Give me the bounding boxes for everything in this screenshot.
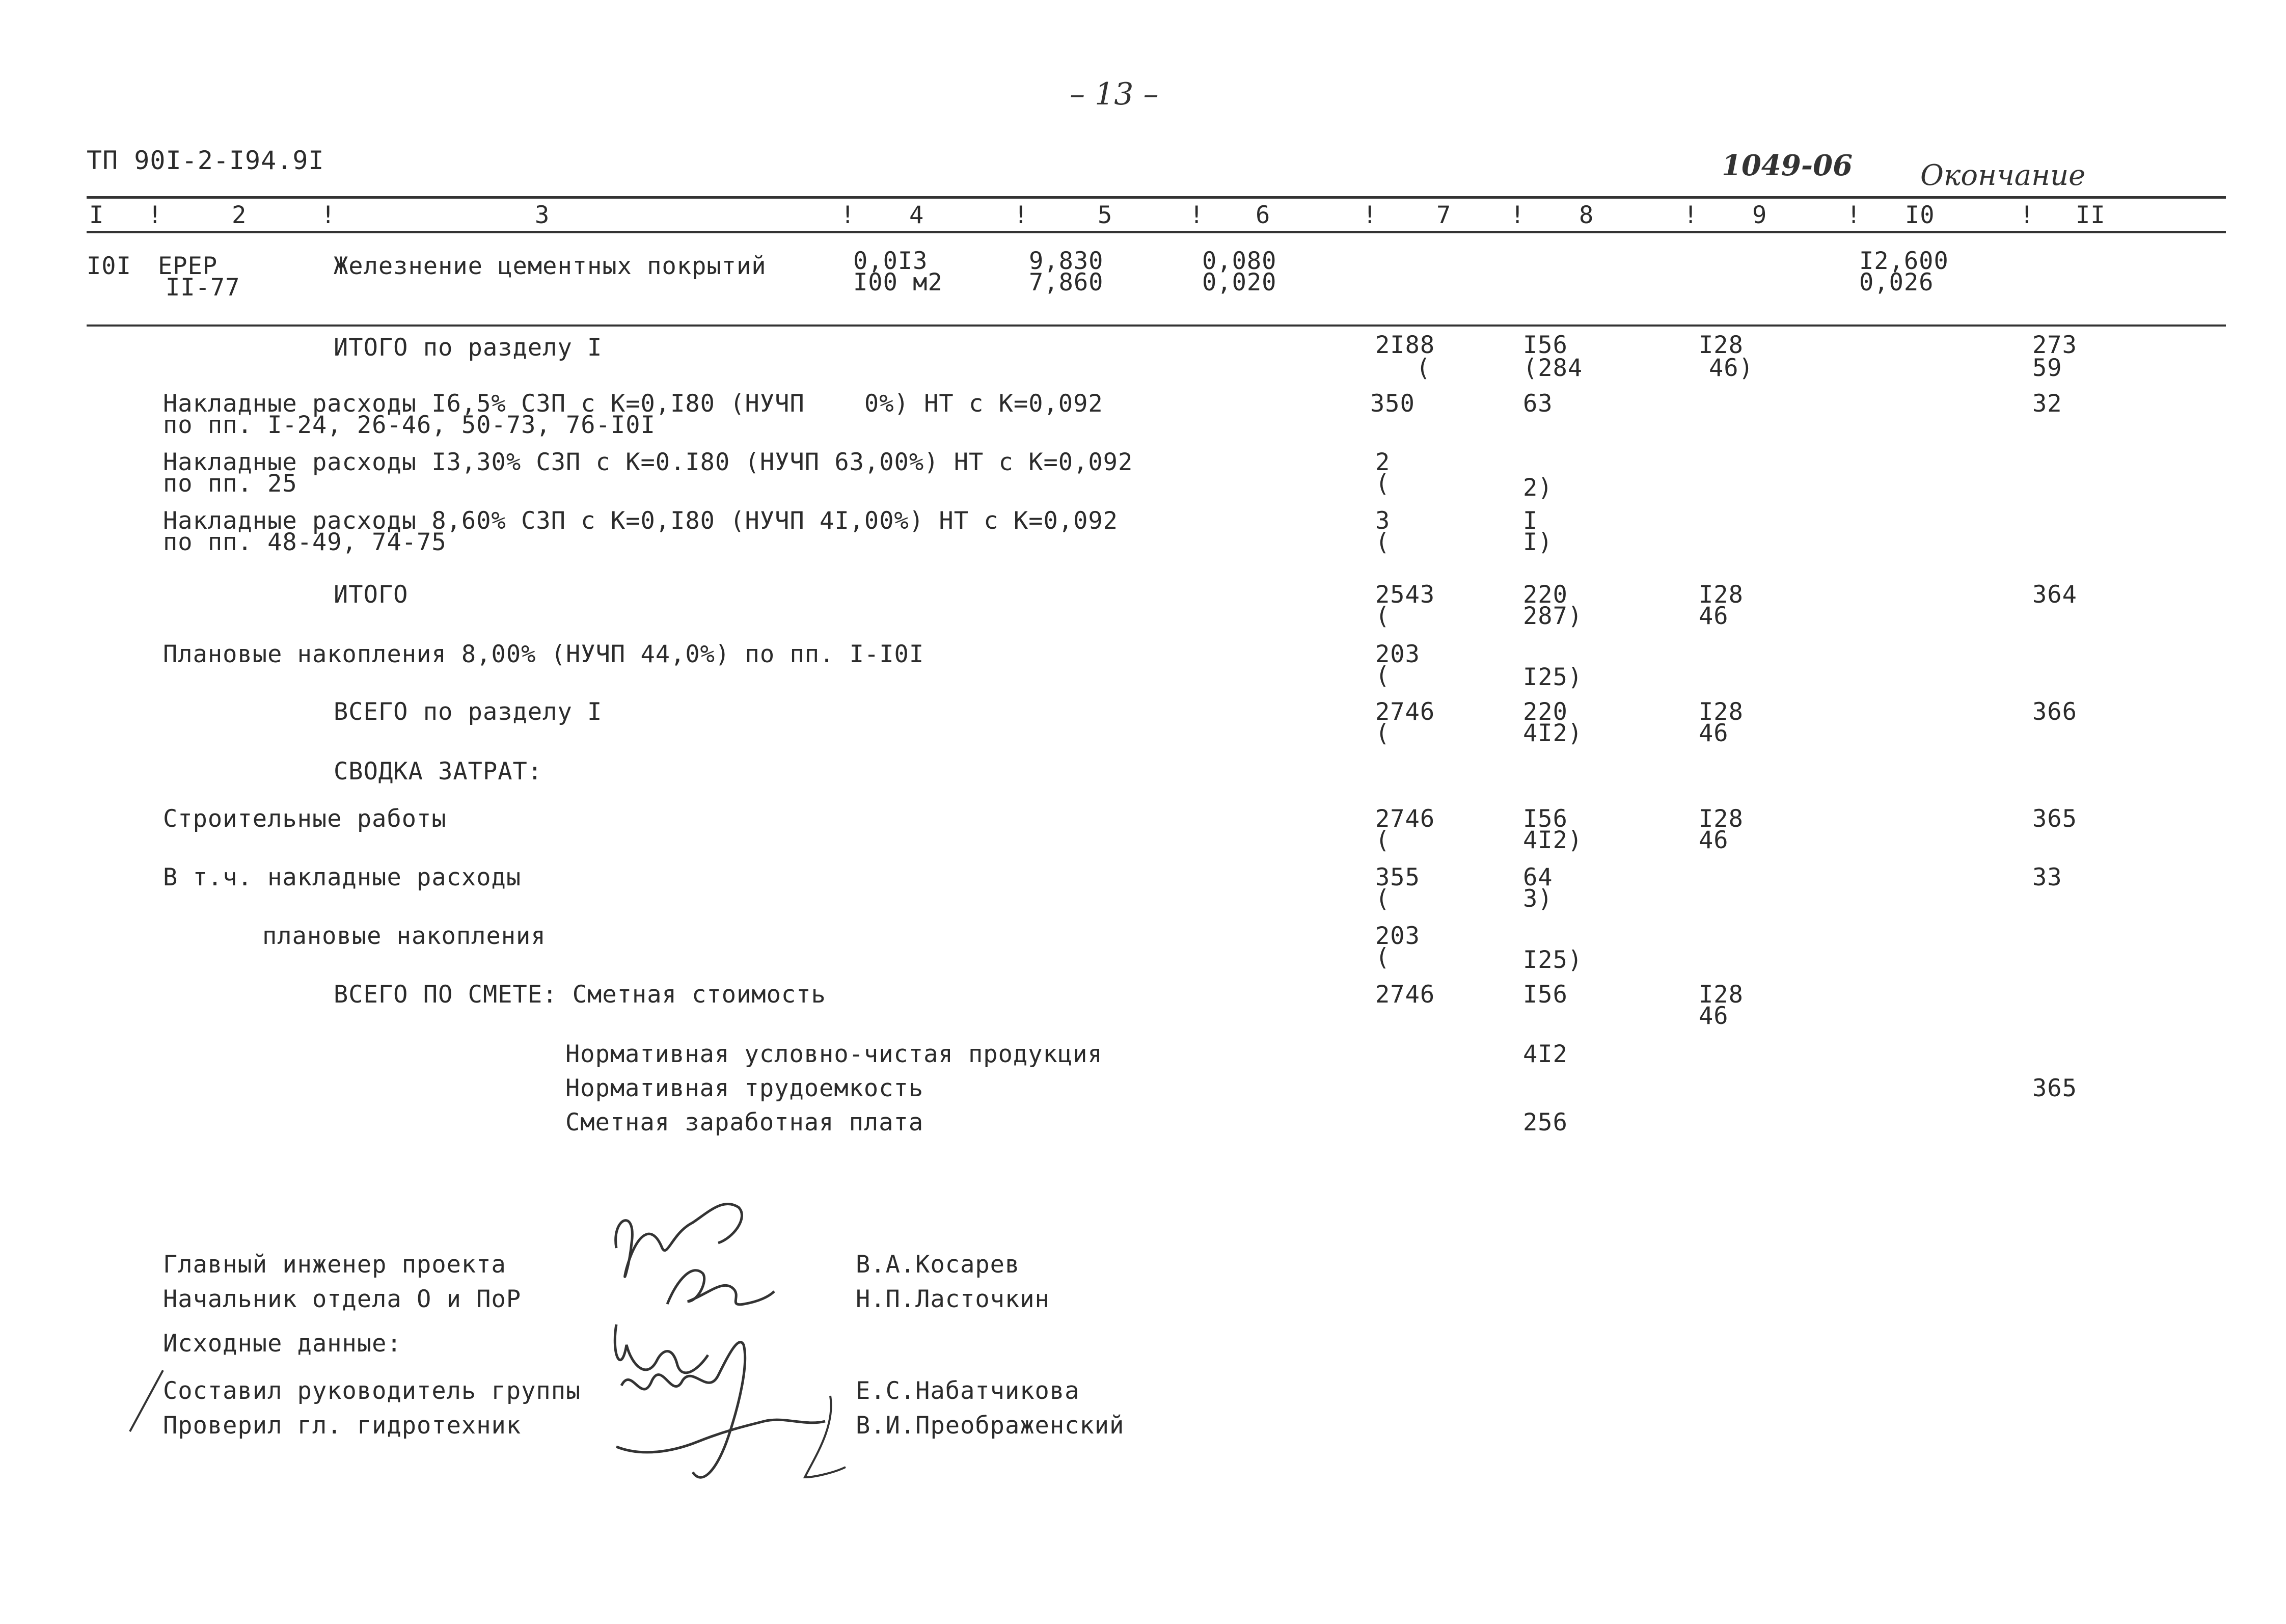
row-c11: 364 (2032, 581, 2077, 609)
handwritten-note: Окончание (1920, 159, 2086, 192)
col-header-5: 5 (1098, 201, 1113, 229)
row-label: плановые накопления (262, 922, 546, 950)
row-c7: 3 (1375, 507, 1391, 535)
signer-role: Проверил гл. гидротехник (163, 1412, 522, 1440)
row-c7: ( (1375, 470, 1391, 498)
row-c7: 203 (1375, 922, 1420, 950)
row-c7: 2 (1375, 448, 1391, 476)
col-sep-8: ! (1683, 201, 1699, 229)
row-c8: 287) (1523, 602, 1583, 630)
signer-role: Начальник отдела О и ПоР (163, 1285, 522, 1313)
row-c8: 64 (1523, 863, 1553, 891)
row-c7: ( (1375, 528, 1391, 556)
row-c8: 63 (1523, 390, 1553, 418)
col-header-1: I (89, 201, 104, 229)
row-label: Накладные расходы I3,30% СЗП с К=0.I80 (НУЧП 63,00%) НТ с К=0,092 (163, 448, 1133, 476)
col-header-10: I0 (1905, 201, 1935, 229)
signer-role: Составил руководитель группы (163, 1377, 581, 1405)
row-c8: I (1523, 507, 1538, 535)
header-top-rule (87, 196, 2226, 199)
signer-name: В.И.Преображенский (856, 1412, 1125, 1440)
col-sep-9: ! (1846, 201, 1862, 229)
row-c11: 59 (2032, 354, 2062, 382)
col-header-2: 2 (232, 201, 247, 229)
row101-bottom-rule (87, 324, 2226, 327)
row-c4: 0,0I3 (853, 247, 928, 275)
source-data-label: Исходные данные: (163, 1330, 402, 1358)
signature-nabatchikova (611, 1324, 851, 1498)
col-sep-4: ! (1014, 201, 1029, 229)
row-c7: ( (1375, 662, 1391, 690)
row-c7: ( (1375, 602, 1391, 630)
row-c7: 355 (1375, 863, 1420, 891)
row-c7: 2543 (1375, 581, 1435, 609)
row-c11: 33 (2032, 863, 2062, 891)
row-c9: I28 (1699, 331, 1744, 359)
row-c8: I56 (1523, 805, 1568, 833)
row-code: ЕРЕР (158, 252, 218, 280)
row-c11: 32 (2032, 390, 2062, 418)
signer-name: Е.С.Набатчикова (856, 1377, 1080, 1405)
row-c11: 273 (2032, 331, 2077, 359)
row-c8: 2) (1523, 474, 1553, 502)
row-c7: 350 (1370, 390, 1415, 418)
row-c8: 256 (1523, 1108, 1568, 1136)
row-c11: 365 (2032, 805, 2077, 833)
row-c9: 46 (1699, 719, 1729, 747)
row-label: по пп. 48-49, 74-75 (163, 528, 447, 556)
row-c9: I28 (1699, 698, 1744, 726)
handwritten-code: 1049-06 (1722, 149, 1853, 182)
row-label: Нормативная условно-чистая продукция (565, 1040, 1103, 1068)
row-c9: I28 (1699, 581, 1744, 609)
row-c7: ( (1375, 826, 1391, 854)
row-label: Нормативная трудоемкость (565, 1074, 924, 1102)
header-bottom-rule (87, 231, 2226, 233)
row-c7: ( (1375, 885, 1391, 913)
row-label: Накладные расходы I6,5% СЗП с К=0,I80 (НУЧП 0%) НТ с К=0,092 (163, 390, 1103, 418)
col-header-8: 8 (1579, 201, 1594, 229)
row-c8: I25) (1523, 946, 1583, 974)
row-c9: 46 (1699, 602, 1729, 630)
row-c7: 2746 (1375, 981, 1435, 1009)
row-c7: ( (1375, 943, 1391, 971)
row-c9: 46 (1699, 1002, 1729, 1030)
row-label: ВСЕГО ПО СМЕТЕ: Сметная стоимость (334, 981, 826, 1009)
row-c8: I56 (1523, 981, 1568, 1009)
row-c7: ( (1375, 719, 1391, 747)
page-number: – 13 – (1070, 76, 1159, 112)
row-c8: 220 (1523, 698, 1568, 726)
col-sep-2: ! (321, 201, 336, 229)
margin-slash-mark (125, 1365, 166, 1437)
row-c11: 366 (2032, 698, 2077, 726)
row-c8: 3) (1523, 885, 1553, 913)
row-c8: (284 (1523, 354, 1583, 382)
col-sep-7: ! (1510, 201, 1526, 229)
row-c7: 2746 (1375, 698, 1435, 726)
col-sep-1: ! (148, 201, 163, 229)
row-c9: 46) (1709, 354, 1754, 382)
row-label: по пп. I-24, 26-46, 50-73, 76-I0I (163, 411, 656, 439)
col-header-4: 4 (909, 201, 924, 229)
row-label: Накладные расходы 8,60% СЗП с К=0,I80 (НУЧП 4I,00%) НТ с К=0,092 (163, 507, 1118, 535)
row-label: ВСЕГО по разделу I (334, 698, 603, 726)
row-c8: 4I2 (1523, 1040, 1568, 1068)
signer-role: Главный инженер проекта (163, 1251, 506, 1279)
row-c7: 203 (1375, 640, 1420, 668)
signature-kosarev (606, 1187, 779, 1319)
col-header-9: 9 (1752, 201, 1767, 229)
row-c9: 46 (1699, 826, 1729, 854)
section-heading: СВОДКА ЗАТРАТ: (334, 757, 543, 786)
row-c10: I2,600 (1859, 247, 1949, 275)
col-sep-10: ! (2020, 201, 2035, 229)
col-sep-6: ! (1363, 201, 1378, 229)
row-c7: ( (1416, 354, 1431, 382)
row-c9: I28 (1699, 981, 1744, 1009)
row-number: I0I (87, 252, 131, 280)
col-header-11: II (2076, 201, 2106, 229)
row-c8: I56 (1523, 331, 1568, 359)
col-header-6: 6 (1256, 201, 1271, 229)
col-header-3: 3 (535, 201, 550, 229)
col-sep-3: ! (840, 201, 856, 229)
row-c4: I00 м2 (853, 268, 943, 296)
row-c8: I25) (1523, 663, 1583, 691)
document-code: ТП 90I-2-I94.9I (87, 146, 324, 175)
row-c5: 7,860 (1029, 268, 1104, 296)
signer-name: В.А.Косарев (856, 1251, 1020, 1279)
row-c10: 0,026 (1859, 268, 1934, 296)
col-sep-5: ! (1189, 201, 1205, 229)
row-label: по пп. 25 (163, 470, 297, 498)
row-name: Железнение цементных покрытий (334, 252, 767, 280)
row-c8: I) (1523, 528, 1553, 556)
row-c8: 4I2) (1523, 719, 1583, 747)
row-label: ИТОГО по разделу I (334, 334, 603, 362)
col-header-7: 7 (1436, 201, 1452, 229)
row-c8: 4I2) (1523, 826, 1583, 854)
row-label: Сметная заработная плата (565, 1108, 924, 1136)
row-label: Плановые накопления 8,00% (НУЧП 44,0%) по пп. I-I0I (163, 640, 924, 668)
row-c6: 0,080 (1202, 247, 1277, 275)
row-c7: 2746 (1375, 805, 1435, 833)
row-code: II-77 (166, 274, 240, 302)
row-c7: 2I88 (1375, 331, 1435, 359)
row-c6: 0,020 (1202, 268, 1277, 296)
row-c8: 220 (1523, 581, 1568, 609)
signer-name: Н.П.Ласточкин (856, 1285, 1050, 1313)
row-c5: 9,830 (1029, 247, 1104, 275)
row-c11: 365 (2032, 1074, 2077, 1102)
row-label: Строительные работы (163, 805, 447, 833)
row-label: ИТОГО (334, 581, 409, 609)
row-c9: I28 (1699, 805, 1744, 833)
row-label: В т.ч. накладные расходы (163, 863, 522, 891)
